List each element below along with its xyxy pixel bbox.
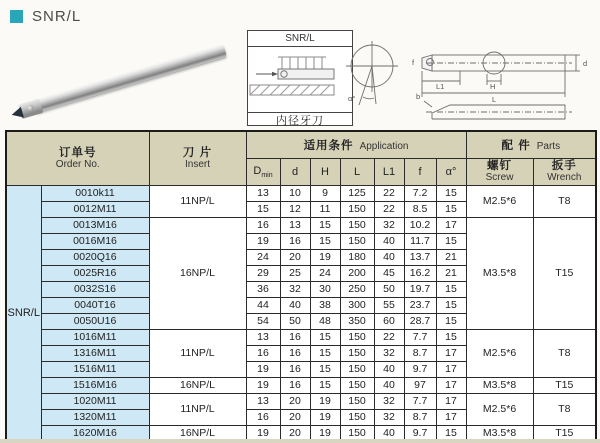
screw-cell: M3.5*8: [466, 218, 533, 330]
col-header-parts: [466, 131, 596, 159]
dim-f-cell: 97: [404, 378, 436, 394]
clamp-screw-icon: [27, 104, 34, 111]
dim-Dmin-cell: 19: [246, 426, 280, 443]
dim-Dmin-cell: 44: [246, 298, 280, 314]
dim-alpha-cell: 17: [436, 378, 466, 394]
dim-H-cell: 19: [310, 394, 340, 410]
order-no-cell: 1020M11: [41, 394, 149, 410]
dim-L1-cell: 40: [374, 250, 404, 266]
dim-Dmin-cell: 13: [246, 394, 280, 410]
dim-alpha-cell: 17: [436, 394, 466, 410]
col-header-order: [6, 131, 149, 186]
screw-cell: M2.5*6: [466, 330, 533, 378]
screw-cell: M3.5*8: [466, 426, 533, 443]
dim-Dmin-cell: 19: [246, 234, 280, 250]
order-no-cell: 0025R16: [41, 266, 149, 282]
dim-f-cell: 28.7: [404, 314, 436, 330]
dim-Dmin-cell: 16: [246, 410, 280, 426]
dim-d-cell: 16: [280, 234, 310, 250]
parts-header-en: Parts: [536, 141, 561, 152]
dim-H-cell: 11: [310, 202, 340, 218]
dim-f-cell: 8.7: [404, 410, 436, 426]
dim-Dmin-cell: 13: [246, 186, 280, 202]
table-row: [6, 394, 596, 410]
dim-L-cell: 150: [340, 394, 374, 410]
screw-header-zh: 螺钉: [487, 160, 513, 172]
col-header-Dmin: $D_{min}$: [246, 159, 280, 186]
dim-f-cell: 8.7: [404, 346, 436, 362]
table-row: [6, 186, 596, 202]
dim-alpha-cell: 15: [436, 282, 466, 298]
wrench-cell: T8: [533, 186, 596, 218]
page-title: [10, 8, 81, 25]
label-L1: L1: [436, 82, 445, 91]
dim-Dmin-cell: 16: [246, 218, 280, 234]
screw-cell: M3.5*8: [466, 378, 533, 394]
dimension-drawing: [342, 35, 596, 130]
wrench-cell: T8: [533, 330, 596, 378]
dim-H-cell: 30: [310, 282, 340, 298]
wrench-cell: T15: [533, 426, 596, 443]
dim-d-cell: 16: [280, 378, 310, 394]
insert-cell: 11NP/L: [149, 394, 246, 426]
dim-H-cell: 19: [310, 426, 340, 443]
col-header-alpha: α°: [436, 159, 466, 186]
col-header-L1: L1: [374, 159, 404, 186]
dim-L-cell: 150: [340, 426, 374, 443]
dim-alpha-cell: 15: [436, 186, 466, 202]
dim-L-cell: 150: [340, 202, 374, 218]
dim-L-cell: 150: [340, 346, 374, 362]
title-accent-square-icon: [10, 10, 23, 23]
dim-alpha-cell: 15: [436, 298, 466, 314]
table-row: [6, 330, 596, 346]
dim-f-cell: 11.7: [404, 234, 436, 250]
parts-header-zh: 配 件: [501, 140, 531, 152]
dim-alpha-cell: 21: [436, 266, 466, 282]
dim-alpha-cell: 15: [436, 234, 466, 250]
dim-d-cell: 32: [280, 282, 310, 298]
wrench-cell: T15: [533, 218, 596, 330]
wrench-header-zh: 扳手: [551, 160, 577, 172]
dim-L-cell: 125: [340, 186, 374, 202]
dim-f-cell: 9.7: [404, 426, 436, 443]
dim-H-cell: 48: [310, 314, 340, 330]
dim-H-cell: 15: [310, 218, 340, 234]
col-header-screw: [466, 159, 533, 186]
dim-L-cell: 150: [340, 410, 374, 426]
dim-L1-cell: 40: [374, 378, 404, 394]
page-edge-strip: [0, 439, 600, 443]
spec-box-caption: 内径牙刀: [248, 112, 352, 130]
order-no-cell: 1320M11: [41, 410, 149, 426]
dim-d-cell: 50: [280, 314, 310, 330]
dim-L-cell: 350: [340, 314, 374, 330]
dim-Dmin-cell: 19: [246, 362, 280, 378]
dim-L-cell: 250: [340, 282, 374, 298]
spec-table-body: [6, 186, 596, 443]
label-b: b: [416, 92, 421, 101]
dim-Dmin-cell: 16: [246, 346, 280, 362]
dim-Dmin-cell: 13: [246, 330, 280, 346]
order-no-cell: 0012M11: [41, 202, 149, 218]
dim-Dmin-cell: 15: [246, 202, 280, 218]
order-no-cell: 0016M16: [41, 234, 149, 250]
label-L: L: [492, 95, 497, 104]
spec-box-title: SNR/L: [248, 31, 352, 47]
dim-L1-cell: 40: [374, 234, 404, 250]
order-no-cell: 0013M16: [41, 218, 149, 234]
dim-L-cell: 200: [340, 266, 374, 282]
product-photo: [12, 38, 242, 126]
order-header-en: Order No.: [55, 158, 100, 170]
dim-L-cell: 150: [340, 218, 374, 234]
insert-header-en: Insert: [184, 158, 210, 170]
dim-L1-cell: 22: [374, 330, 404, 346]
bore-section-drawing: [248, 47, 351, 107]
dim-f-cell: 13.7: [404, 250, 436, 266]
dim-f-cell: 9.7: [404, 362, 436, 378]
dim-Dmin-cell: 24: [246, 250, 280, 266]
dim-d-cell: 16: [280, 362, 310, 378]
dim-alpha-cell: 15: [436, 202, 466, 218]
col-header-H: H: [310, 159, 340, 186]
order-no-cell: 1016M11: [41, 330, 149, 346]
order-no-cell: 1316M11: [41, 346, 149, 362]
dim-L-cell: 150: [340, 362, 374, 378]
col-header-f: f: [404, 159, 436, 186]
insert-cell: 11NP/L: [149, 186, 246, 218]
dim-H-cell: 15: [310, 234, 340, 250]
dim-L1-cell: 32: [374, 346, 404, 362]
dim-H-cell: 15: [310, 346, 340, 362]
dim-L1-cell: 32: [374, 410, 404, 426]
table-row: [6, 218, 596, 234]
order-no-cell: 1620M16: [41, 426, 149, 443]
insert-cell: 11NP/L: [149, 330, 246, 378]
dim-H-cell: 15: [310, 362, 340, 378]
dim-L1-cell: 40: [374, 362, 404, 378]
dim-alpha-cell: 21: [436, 250, 466, 266]
dim-Dmin-cell: 36: [246, 282, 280, 298]
dim-alpha-cell: 17: [436, 362, 466, 378]
label-f: f: [412, 58, 415, 67]
application-header-zh: 适用条件: [303, 140, 354, 152]
dim-H-cell: 19: [310, 250, 340, 266]
label-d: d: [583, 59, 588, 68]
dim-f-cell: 16.2: [404, 266, 436, 282]
dim-L1-cell: 50: [374, 282, 404, 298]
dim-L-cell: 180: [340, 250, 374, 266]
order-no-cell: 1516M16: [41, 378, 149, 394]
dim-alpha-cell: 15: [436, 314, 466, 330]
dim-f-cell: 19.7: [404, 282, 436, 298]
insert-cell: 16NP/L: [149, 218, 246, 330]
dim-H-cell: 9: [310, 186, 340, 202]
dim-alpha-cell: 15: [436, 330, 466, 346]
dim-d-cell: 10: [280, 186, 310, 202]
dim-L1-cell: 22: [374, 202, 404, 218]
dim-Dmin-cell: 54: [246, 314, 280, 330]
dim-d-cell: 16: [280, 330, 310, 346]
col-header-L: L: [340, 159, 374, 186]
dim-alpha-cell: 17: [436, 346, 466, 362]
spec-table: [5, 130, 597, 443]
wrench-cell: T15: [533, 378, 596, 394]
order-no-cell: 1516M11: [41, 362, 149, 378]
label-alpha: α°: [348, 94, 356, 103]
col-header-application: [246, 131, 466, 159]
dim-H-cell: 24: [310, 266, 340, 282]
dim-L-cell: 150: [340, 378, 374, 394]
screw-header-en: Screw: [485, 172, 514, 183]
boring-bar: [16, 43, 230, 120]
dim-H-cell: 15: [310, 330, 340, 346]
dim-d-cell: 20: [280, 426, 310, 443]
series-label: SNR/L: [6, 186, 41, 443]
dim-d-cell: 20: [280, 394, 310, 410]
order-no-cell: 0020Q16: [41, 250, 149, 266]
dim-L-cell: 300: [340, 298, 374, 314]
dim-alpha-cell: 17: [436, 410, 466, 426]
dim-d-cell: 25: [280, 266, 310, 282]
dim-H-cell: 38: [310, 298, 340, 314]
dim-f-cell: 7.7: [404, 330, 436, 346]
dim-Dmin-cell: 29: [246, 266, 280, 282]
dim-H-cell: 19: [310, 410, 340, 426]
dim-Dmin-cell: 19: [246, 378, 280, 394]
col-header-insert: [149, 131, 246, 186]
dim-L-cell: 150: [340, 330, 374, 346]
screw-cell: M2.5*6: [466, 186, 533, 218]
dim-d-cell: 16: [280, 346, 310, 362]
wrench-cell: T8: [533, 394, 596, 426]
order-no-cell: 0040T16: [41, 298, 149, 314]
col-header-wrench: [533, 159, 596, 186]
dim-L1-cell: 40: [374, 426, 404, 443]
label-H: H: [490, 82, 496, 91]
spec-box-drawing: [248, 47, 352, 112]
wrench-header-en: Wrench: [547, 172, 582, 183]
dim-f-cell: 7.7: [404, 394, 436, 410]
order-no-cell: 0032S16: [41, 282, 149, 298]
application-header-en: Application: [359, 141, 409, 152]
dim-L1-cell: 22: [374, 186, 404, 202]
dim-H-cell: 15: [310, 378, 340, 394]
insert-header-zh: 刀 片: [182, 146, 213, 159]
dim-L1-cell: 32: [374, 218, 404, 234]
application-spec-box: [247, 30, 356, 127]
screw-cell: M2.5*6: [466, 394, 533, 426]
dim-f-cell: 8.5: [404, 202, 436, 218]
dim-L-cell: 150: [340, 234, 374, 250]
order-header-zh: 订单号: [59, 146, 97, 159]
insert-cell: 16NP/L: [149, 426, 246, 443]
dim-d-cell: 12: [280, 202, 310, 218]
dim-L1-cell: 32: [374, 394, 404, 410]
order-no-cell: 0010k11: [41, 186, 149, 202]
page-title-label: SNR/L: [32, 8, 82, 25]
dim-alpha-cell: 15: [436, 426, 466, 443]
dim-f-cell: 10.2: [404, 218, 436, 234]
table-row: [6, 378, 596, 394]
dim-alpha-cell: 17: [436, 218, 466, 234]
col-header-d: d: [280, 159, 310, 186]
dim-L1-cell: 55: [374, 298, 404, 314]
dim-d-cell: 13: [280, 218, 310, 234]
dim-d-cell: 40: [280, 298, 310, 314]
dim-f-cell: 7.2: [404, 186, 436, 202]
insert-cell: 16NP/L: [149, 378, 246, 394]
dim-d-cell: 20: [280, 410, 310, 426]
order-no-cell: 0050U16: [41, 314, 149, 330]
dim-L1-cell: 60: [374, 314, 404, 330]
dim-f-cell: 23.7: [404, 298, 436, 314]
dim-d-cell: 20: [280, 250, 310, 266]
bar-shank: [32, 45, 227, 114]
dim-L1-cell: 45: [374, 266, 404, 282]
